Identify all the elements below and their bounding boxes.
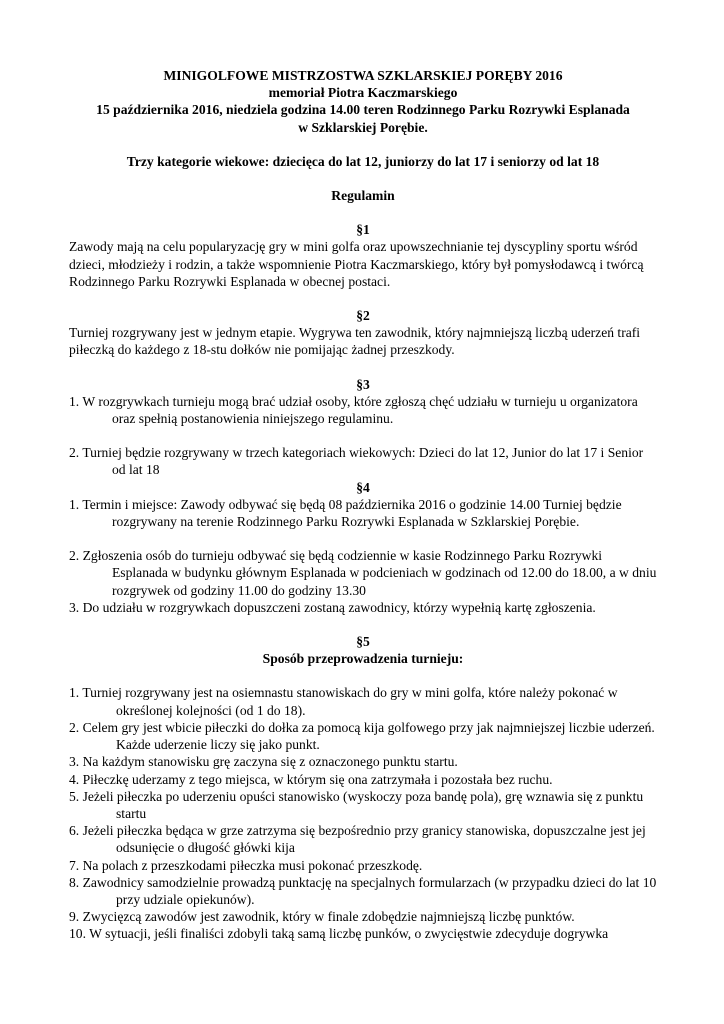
section-5-item: 5. Jeżeli piłeczka po uderzeniu opuści stanowisko (wyskoczy poza bandę pola), grę wznawia się z punktu startu: [69, 788, 644, 821]
section-5-item: 8. Zawodnicy samodzielnie prowadzą punktację na specjalnych formularzach (w przypadku dzieci do lat 10 przy udziale opiekunów).: [69, 874, 657, 907]
memorial-line: memoriał Piotra Kaczmarskiego: [268, 85, 458, 101]
section-4-item: 2. Zgłoszenia osób do turnieju odbywać się będą codziennie w kasie Rodzinnego Parku Rozrywki Esplanada w budynku głównym Esplanada w podcieniach w godzinach od 12.00 do 18.00, a w dniu rozgrywek od godziny 11.00 do godziny 13.30: [69, 548, 657, 598]
section-5-item: 2. Celem gry jest wbicie piłeczki do dołka za pomocą kija golfowego przy jak najmniejszej liczbie uderzeń. Każde uderzenie liczy się jako punkt.: [69, 719, 655, 753]
section-4-item: 3. Do udziału w rozgrywkach dopuszczeni zostaną zawodnicy, którzy wypełnią kartę zgłoszenia.: [69, 599, 596, 615]
section-5-item: 6. Jeżeli piłeczka będąca w grze zatrzyma się bezpośrednio przy granicy stanowiska, dopuszczalne jest jej odsunięcie o długość główki kija: [69, 823, 646, 856]
section-1-text: Zawody mają na celu popularyzację gry w mini golfa oraz upowszechnianie tej dyscypliny sportu wśród dzieci, młodzieży i rodzin, a także wspomnienie Piotra Kaczmarskiego, który był pomysłodawcą i twórcą Rodzinnego Parku Rozrywki Esplanada w obecnej postaci.: [69, 239, 644, 289]
section-4-item: 1. Termin i miejsce: Zawody odbywać się będą 08 października 2016 o godzinie 14.00 Turniej będzie rozgrywany na terenie Rodzinnego Parku Rozrywki Esplanada w Szklarskiej Porębie.: [69, 496, 622, 530]
section-5-item: 10. W sytuacji, jeśli finaliści zdobyli taką samą liczbę punków, o zwycięstwie zdecyduje dogrywka: [69, 926, 609, 942]
section-3-item: 1. W rozgrywkach turnieju mogą brać udział osoby, które zgłoszą chęć udziału w turnieju u organizatora oraz spełnią postanowienia niniejszego regulaminu.: [69, 393, 638, 427]
section-5-item: 3. Na każdym stanowisku grę zaczyna się z oznaczonego punktu startu.: [69, 754, 458, 770]
section-3-item: 2. Turniej będzie rozgrywany w trzech kategoriach wiekowych: Dzieci do lat 12, Junior do lat 17 i Senior od lat 18: [69, 445, 644, 478]
section-5-heading: §5: [356, 634, 370, 650]
section-5-item: 4. Piłeczkę uderzamy z tego miejsca, w którym się ona zatrzymała i pozostała bez ruchu.: [69, 771, 553, 787]
section-5-item: 7. Na polach z przeszkodami piłeczka musi pokonać przeszkodę.: [69, 857, 423, 873]
document-title: MINIGOLFOWE MISTRZOSTWA SZKLARSKIEJ PORĘBY 2016: [163, 68, 563, 83]
section-3-heading: §3: [356, 376, 370, 392]
section-2-heading: §2: [356, 308, 370, 324]
date-line: 15 października 2016, niedziela godzina 14.00 teren Rodzinnego Parku Rozrywki Esplanada: [96, 102, 630, 118]
section-5-subheading: Sposób przeprowadzenia turnieju:: [262, 651, 464, 667]
section-4-heading: §4: [356, 479, 370, 495]
section-5-item: 9. Zwycięzcą zawodów jest zawodnik, który w finale zdobędzie najmniejszą liczbę punktów.: [69, 909, 575, 925]
section-2-text: Turniej rozgrywany jest w jednym etapie. Wygrywa ten zawodnik, który najmniejszą liczbą uderzeń trafi piłeczką do każdego z 18-stu dołków nie pomijając żadnej przeszkody.: [69, 325, 641, 358]
place-line: w Szklarskiej Porębie.: [298, 119, 428, 135]
regulamin-heading: Regulamin: [331, 188, 395, 204]
categories-line: Trzy kategorie wiekowe: dziecięca do lat 12, juniorzy do lat 17 i seniorzy od lat 18: [126, 153, 600, 169]
section-5-item: 1. Turniej rozgrywany jest na osiemnastu stanowiskach do gry w mini golfa, które należy pokonać w określonej kolejności (od 1 do 18).: [69, 685, 618, 718]
section-1-heading: §1: [356, 222, 370, 238]
document-page: [69, 67, 657, 943]
